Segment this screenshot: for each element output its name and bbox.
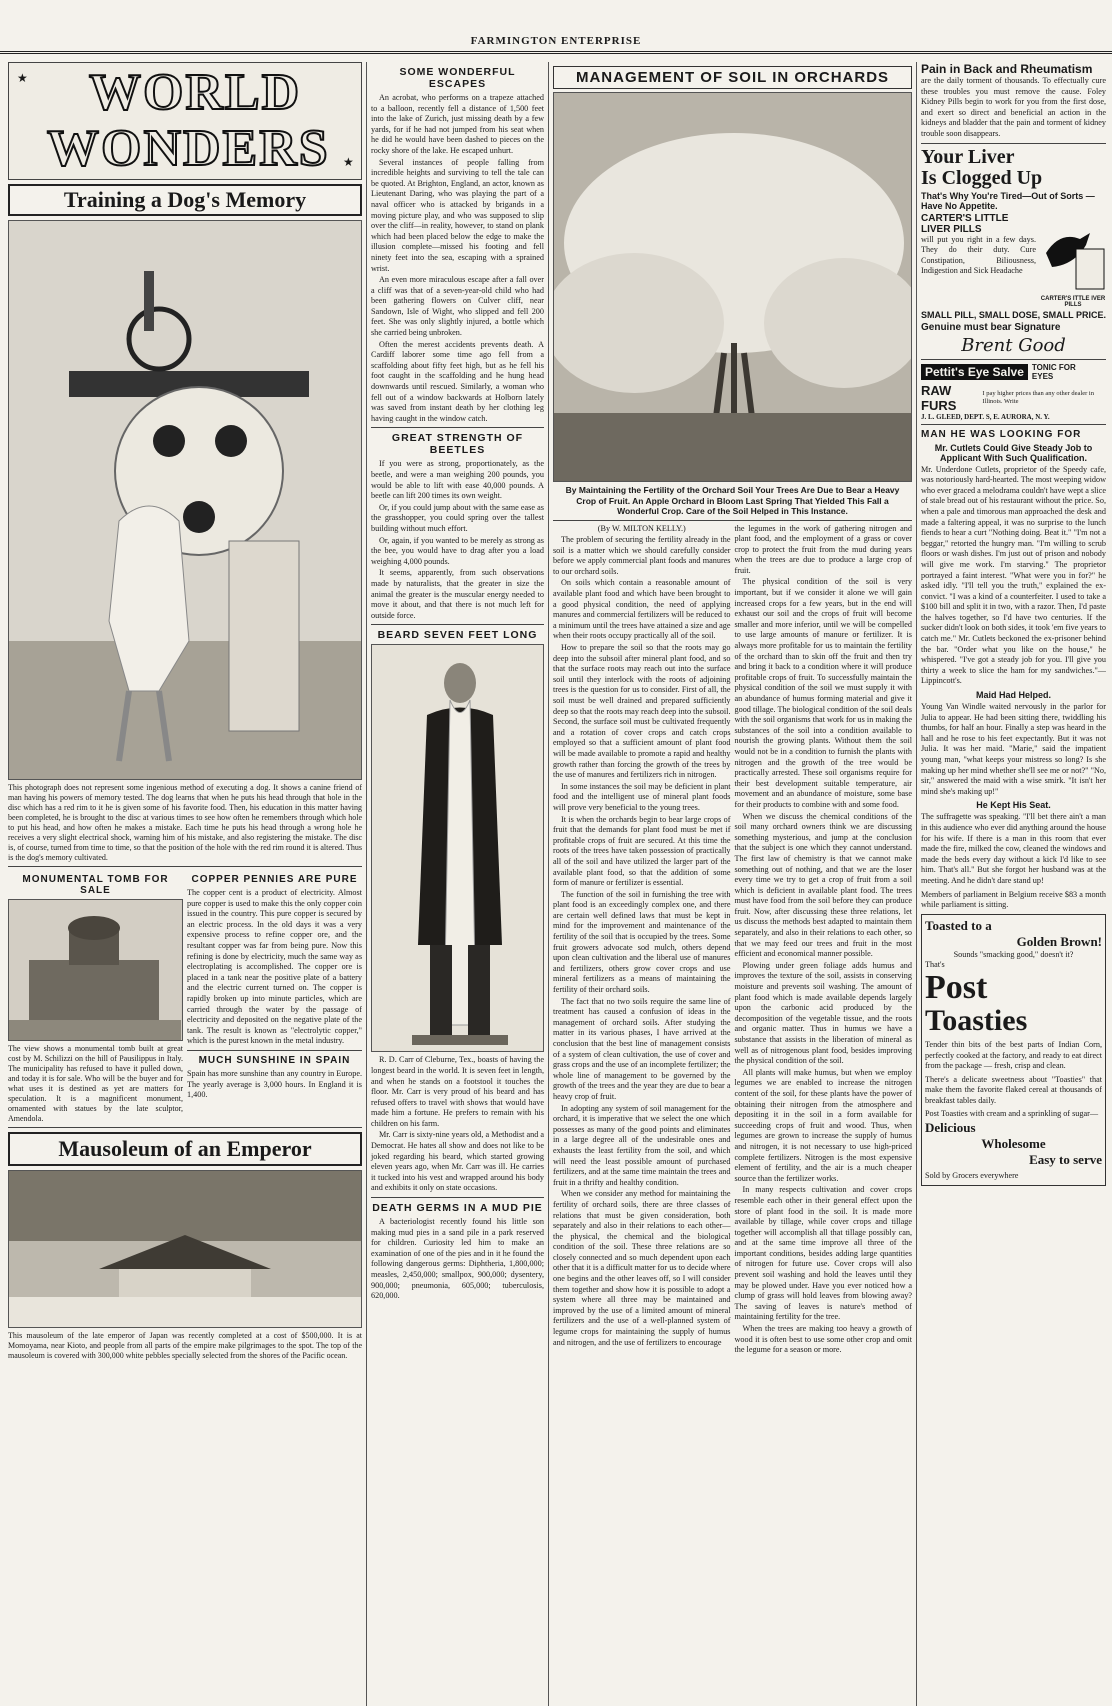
escapes-heading: SOME WONDERFUL ESCAPES: [399, 66, 516, 90]
rawfurs-ad: [921, 383, 1106, 413]
orchard-paragraph: How to prepare the soil so that the roots may go deep into the subsoil after mineral plant food, and so that the surface roots may reach out into the surface soil until they interlock with the roots of adjoining trees is the question for us to consider. First of all, the soil must be well drained and prepared sufficiently deep so that the roots may reach deep into the subsoil. Second, the surface soil must be cultivated frequently and a rotation of cover crops and catch crops employed so that a sufficient amount of plant food will be made available to promote a rapid and healthy growth rather than forcing the growth of the trees by the use of manures and fertilizers rich in nitrogen.: [553, 643, 731, 780]
beetles-paragraph: Or, if you could jump about with the same ease as the grasshopper, you could spring over the tallest building without much effort.: [371, 502, 544, 533]
escapes-paragraph: Several instances of people falling from incredible heights and surviving to tell the tale can be quoted. At Brighton, England, an actor, known as Lieutenant Daring, who was playing the part of a naval officer who is attacked by brigands in a moving picture play, and who was supposed to slip over the cliff—in reality, however, to stand on plank which had been placed below the edge to make the illusion complete—missed his footing and fell ninety feet into the sea, escaping with a sprained wrist.: [371, 157, 544, 273]
orchard-paragraph: When we discuss the chemical conditions of the soil many orchard owners think we are discussing something mysterious, and jump at the conclusion that the subject is one which they cannot understand. The first law of chemistry is that we cannot make something out of nothing, and that we are the loser every time we try to get a crop of fruit from a soil which is deficient in available plant food. The trees must have food from the soil before they can produce fruit. Now, after discussing these three relations, let us discuss the methods best adapted to maintain them separately, and also in their relations to each other, so that we may feed our trees and fruit in the most efficient and economical manner possible.: [734, 811, 912, 959]
copper-article: [187, 870, 362, 1124]
rawfurs-name: RAW FURS: [921, 382, 957, 413]
post-line-7: Post Toasties with cream and a sprinkling of sugar—: [925, 1109, 1099, 1119]
copper-heading: COPPER PENNIES ARE PURE: [191, 874, 358, 885]
masthead-title: FARMINGTON ENTERPRISE: [470, 35, 642, 47]
orchard-text-left: [553, 524, 731, 1357]
post-line-10: Easy to serve: [1029, 1152, 1102, 1168]
post-toasties-ad: [921, 914, 1106, 1186]
tomb-photo: [8, 899, 183, 1041]
tomb-illustration: [9, 900, 181, 1041]
orchard-paragraph: All plants will make humus, but when we employ legumes we are enabled to increase the nitrogen content of the soil, for these plants have the power of obtaining their nitrogen from the atmosphere and depositing it in the soil in a form available for succeeding crops of fruit and wood. Thus, when legumes are grown to increase the supply of humus and nitrogen, it is not necessary to use high-priced complete fertilizers. Nitrogen is the most expensive element of fertility, and the air is a much cheaper source than the fertilizer works.: [734, 1067, 912, 1183]
seat-text: The suffragette was speaking. "I'll bet there ain't a man in this audience who ever did anything around the house for his wife. If there is a man in this room that ever made the fire, milked the cow, cleaned the windows and made the beds every day without a kick I'd like to see him. That's all." But she forgot her husband was at the meeting. And he didn't dare stand up!: [921, 812, 1106, 885]
escapes-paragraph: An even more miraculous escape after a fall over a cliff was that of a seven-year-old child who had been gathering flowers on Culver cliff, near Sandown, Isle of Wight, who slipped and fell 200 feet. She was only slightly injured, a bottle which she carried being unbroken.: [371, 275, 544, 338]
post-line-4: That's: [925, 960, 945, 970]
carters-genuine: Genuine must bear Signature: [921, 321, 1061, 333]
post-line-9: Wholesome: [981, 1136, 1046, 1152]
beard-text: [371, 1055, 544, 1194]
mausoleum-photo: [8, 1170, 362, 1328]
orchard-paragraph: The fact that no two soils require the same line of treatment has caused a confusion of ideas in the management of orchard soils. After studying the matter in its various phases, I have arrived at the conclusion that the best line of management consists of a system of clean cultivation, the use of cover and grass crops and the use of an incomplete fertilizer; the whole line of management to be governed by the growth of the trees and the year they are due to bear a heavy crop of fruit.: [553, 996, 731, 1101]
orchard-paragraph: The function of the soil in furnishing the tree with plant food is an exceedingly complex one, and there are certain well defined laws that must be kept in mind for the improvement and maintenance of the fertility of the soil that is occupied by the trees. Some fruit growers advocate sod mulch, others depend upon clean cultivation and the liberal use of manures and fertilizers, others grow cover crops and use mineral fertilizers as a means of maintaining the fertility of their orchard soils.: [553, 889, 731, 995]
germs-paragraph: A bacteriologist recently found his little son making mud pies in a sand pile in a park reserved for children. Curiosity led him to make an examination of one of the pies and in it he found the following dangerous germs: Diphtheria, 1,800,000; measles, 2,450,000; smallpox, 900,000; dysentery, 900,000; pneumonia, 605,000; tuberculosis, 620,000.: [371, 1217, 544, 1301]
man-subheading: Mr. Cutlets Could Give Steady Job to Applicant With Such Qualification.: [934, 442, 1093, 463]
orchard-caption: By Maintaining the Fertility of the Orchard Soil Your Trees Are Due to Bear a Heavy Crop of Fruit. An Apple Orchard in Bloom Last Spring That Yielded This Fall a Wonderful Crop. Care of the Soil Helped in This Instance.: [565, 485, 900, 516]
carters-text: will put you right in a few days. They do their duty. Cure Constipation, Biliousness, Indigestion and Sick Headache: [921, 234, 1036, 276]
orchard-text-right: [735, 524, 913, 1357]
post-brand-2: Toasties: [925, 1003, 1028, 1037]
post-line-6: There's a delicate sweetness about "Toasties" that make them the favorite flaked cereal at thousands of breakfast tables daily.: [925, 1074, 1102, 1105]
spain-text: Spain has more sunshine than any country in Europe. The yearly average is 3,000 hours. In England it is 1,400.: [187, 1068, 362, 1100]
liver-ad-sub: That's Why You're Tired—Out of Sorts —Have No Appetite.: [921, 190, 1095, 211]
pettit-name: Pettit's Eye Salve: [921, 364, 1028, 380]
byline: (By W. MILTON KELLY.): [597, 523, 686, 533]
orchard-paragraph: Plowing under green foliage adds humus and improves the texture of the soil, assists in conserving moisture and prevents soil washing. The amount of plant food which is made available depends largely upon the carbonic acid produced by the decomposition of the vegetable tissue, and the roots and organic matter. Thus in humus we have a substance that assists in the liberation of mineral as well as of nitrogenous plant food, besides improving the physical condition of the soil.: [734, 960, 912, 1066]
escapes-paragraph: An acrobat, who performs on a trapeze attached to a balloon, recently fell a distance of 1,500 feet into the lake of Zurich, just missing death by a few yards, for if he had not jumped from his seat when he did he would have been dashed to pieces on the rocky shore of the lake. He escaped unhurt.: [371, 93, 544, 155]
column-4: [916, 62, 1106, 1706]
beetles-paragraph: If you were as strong, proportionately, as the beetle, and were a man weighing 200 pounds, you would be able to lift with ease 40,000 pounds. A beetle can lift 200 times its own weight.: [371, 459, 544, 501]
carters-box-label: CARTER'S ITTLE IVER PILLS: [1040, 295, 1106, 308]
column-3: [548, 62, 912, 1706]
orchard-paragraph: In adopting any system of soil management for the orchard, it is imperative that we select the one which possesses as many of the good points and eliminates in a large degree all of the undesirable ones and exhausts the least fertility from the soil, and which will need the least possible amount of purchased fertilizers, and at the same time maintain the trees and fruit in a thrifty and healthy condition.: [553, 1103, 731, 1187]
belgium-text: Members of parliament in Belgium receive $83 a month while parliament is sitting.: [921, 889, 1106, 910]
column-2: [366, 62, 544, 1706]
man-text: Mr. Underdone Cutlets, proprietor of the Speedy cafe, was notoriously hard-hearted. The most weeping widow who ever graced a melodrama couldn't have wept a slice of stale bread out of his restaurant without the price. So, when a pale and timorous man approached the desk and made a faltering appeal, it was no surprise to the lunch fiends to hear a curt "Nothing doing. Beat it." "I'm not a beggar," retorted the hungry man. "I'm willing to scrub floors or wash dishes. I'm just out of prison and nobody will give me work. I'm starving." The proprietor portrayed a faint interest. "What were you in for?" he asked idly. "I'll tell you the truth," explained the ex-convict. "I was a kind of a counterfeiter. I used to take a $100 bill and split it in two, with a razor. Then, I'd paste the halves together, so I'd have two centuries. If the sucker didn't look on both sides, it took 'em five years to catch me." Mr. Cutlets beckoned the ex-prisoner behind the bar. "Order what you like on the house," he whispered. "I've got a steady job for you. I'll give you thirty a week to slice the ham for my sandwiches."—Lippincott's.: [921, 464, 1106, 686]
dog-title: Training a Dog's Memory: [8, 184, 362, 216]
kidney-ad-text: are the daily torment of thousands. To effectually cure these troubles you must remove the cause. Foley Kidney Pills begin to work for you from the first dose, and exert so direct and beneficial an action in the kidneys and bladder that the pain and torment of kidney trouble soon disappears.: [921, 76, 1106, 138]
orchard-paragraph: When the trees are making too heavy a growth of wood it is often best to use some other crop and omit the legume for a season or more.: [734, 1324, 912, 1355]
liver-ad-heading-2: Is Clogged Up: [921, 166, 1043, 189]
orchard-paragraph: The physical condition of the soil is very important, but if we consider it alone we will gain increased crops for a few years, but in the end will exhaust our soil and the crops of fruit will become smaller and more inferior, until we will be compelled to use large amounts of manure or fertilizer. It is always more profitable for us to maintain the fertility of the orchard than to skin off the fruit and then try and bring it back to a condition where it will produce profitable crops of fruit. To successfully maintain the physical condition of the soil we must supply it with an abundance of humus forming material and give it good tillage. The biological condition of the soil deals with the soil organisms that work for us in making the substances of the soil into a condition available to nourish the growing plants. Without them the soil would not be in a condition to furnish the plants with nitrogen and the growth of the tree would be practically arrested. These soil organisms require for their best development suitable temperature, air movement and an abundance of moisture, some base for their products to combine with and some food.: [734, 577, 912, 809]
post-brand-1: Post: [925, 968, 988, 1006]
rawfurs-address: J. L. GLEED, DEPT. S, E. AURORA, N. Y.: [921, 412, 1050, 421]
emperor-title: Mausoleum of an Emperor: [8, 1132, 362, 1166]
orchard-paragraph: In many respects cultivation and cover crops resemble each other in their general effect upon the store of plant food in the soil. It is made more available by tillage, while cover crops and tillage together will accomplish all that tillage possibly can, and at the same time improve all three of the important conditions, besides adding large quantities of nitrogen for future use. Cover crops will also prevent soil washing and hold the leaves until they may be plowed under. Have you ever noticed how a clump of grass will hold leaves from blowing away? The saving of leaves is nature's method of maintaining fertility for the tree.: [734, 1185, 912, 1322]
beard-man-illustration: [372, 645, 544, 1052]
spain-heading: MUCH SUNSHINE IN SPAIN: [198, 1054, 351, 1066]
germs-text: [371, 1217, 544, 1302]
emperor-caption: This mausoleum of the late emperor of Japan was recently completed at a cost of $500,000. It is at Momoyama, near Kioto, and people from all parts of the empire make pilgrimages to the spot. The top of the mausoleum is covered with 300,000 white pebbles specially selected from the shores of the Pacific ocean.: [8, 1331, 362, 1360]
dog-illustration: [9, 221, 361, 780]
dog-caption: This photograph does not represent some ingenious method of executing a dog. It shows a canine friend of man having his powers of memory tested. The dog learns that when he puts his head through that hole in the disc which has a red rim to it he is given some of his favorite food. Then, his education in this matter having been completed, he is brought to the disc at various times to see how often he remembers through which hole to put his head, and how often he makes a mistake. Each time he puts his head through a wrong hole he receives a very slight electrical shock, warning him of his mistake, and also registering the mistake. The disc is, of course, turned from time to time, so that the position of the hole with the red rim round it is altered. Thus is the dog's memory cultivated.: [8, 783, 362, 862]
escapes-text: [371, 93, 544, 424]
pettit-ad: [921, 363, 1106, 381]
post-line-1: Toasted to a: [925, 917, 992, 933]
carters-signature: Brent Good: [961, 334, 1066, 356]
man-heading: MAN HE WAS LOOKING FOR: [921, 428, 1082, 440]
beard-heading: BEARD SEVEN FEET LONG: [377, 629, 538, 642]
banner-word-2: WONDERS: [47, 120, 330, 177]
banner-word-1: WORLD: [89, 64, 302, 121]
pettit-tag: TONIC FOR EYES: [1031, 362, 1076, 381]
escapes-paragraph: Often the merest accidents prevents death. A Cardiff laborer some time ago fell from a scaffolding about fifty feet high, but as he fell his foot caught in the scaffolding and he hung head downwards until rescued. Similarly, a woman who fell out of a window backwards at Holborn lately was saved from instant death by her clothing leg having caught in the window catch.: [371, 339, 544, 423]
post-line-8: Delicious: [925, 1120, 976, 1136]
carters-ad: [921, 213, 1106, 308]
star-icon: ★: [343, 155, 354, 169]
orchard-photo: [553, 92, 912, 482]
beetles-heading: GREAT STRENGTH OF BEETLES: [391, 432, 524, 457]
post-line-11: Sold by Grocers everywhere: [925, 1171, 1019, 1181]
crow-icon: [1040, 213, 1106, 291]
dog-photo: [8, 220, 362, 780]
maid-text: Young Van Windle waited nervously in the parlor for Julia to appear. He had been sitting there, twiddling his thumbs, for half an hour. Finally a step was heard in the hall and he rose to his feet expectantly. But it was not Julia. It was her maid. "Marie," said the impatient young man, "what keeps your mistress so long? Is she making up her mind whether she'll see me or not?" "No, sir," answered the maid with a wise smirk. "It isn't her mind she's making up!": [921, 702, 1106, 796]
copper-text: The copper cent is a product of electricity. Almost pure copper is used to make this the only copper coin issued in the country. This pure copper is secured by an electric process. In the old days it was a very expensive process to refine copper ore, and the resultant copper was far from being pure. Now this refining is done by electricity, much the same way as electroplating is accomplished. The copper ore is placed in a tank near the positive plate of a battery and the electric current turned on. The copper is rapidly broken up into minute particles, which are carried through the water by the passage of electricity and deposited on the negative plate of the tank. The result is known as "electrolytic copper," which is the purest known in the metal industry.: [187, 888, 362, 1046]
beard-paragraph: Mr. Carr is sixty-nine years old, a Methodist and a Democrat. He hates all show and does not like to be joked regarding his beard, which started growing eleven years ago, when Mr. Carr was ill. He carries it tucked into his vest and wrapped around his body and exhibits it only on state occasions.: [371, 1130, 544, 1193]
post-line-5: Tender thin bits of the best parts of Indian Corn, perfectly cooked at the factory, and ready to eat direct from the package — fresh, crisp and clean.: [925, 1039, 1102, 1071]
orchard-paragraph: In some instances the soil may be deficient in plant food and the intelligent use of mineral plant foods will prove very beneficial to the young trees.: [553, 781, 731, 812]
maid-heading: Maid Had Helped.: [975, 690, 1051, 701]
orchard-heading: MANAGEMENT OF SOIL IN ORCHARDS: [553, 66, 912, 89]
star-icon: ★: [17, 71, 28, 85]
masthead: [0, 30, 1112, 54]
column-1: [8, 62, 362, 1706]
tomb-text: The view shows a monumental tomb built at great cost by M. Schilizzi on the hill of Pausilippus in Italy. The municipality has refused to have it pulled down, and today it is for sale. Who will be the buyer and for what uses it is destined as yet are matters for speculation. It is a magnificent monument, ornamented with statues by the late sculptor, Amendola.: [8, 1044, 183, 1123]
world-wonders-banner: [8, 62, 362, 180]
beetles-paragraph: Or, again, if you wanted to be merely as strong as the bee, you would have to drag after you a load weighing 4,000 pounds.: [371, 535, 544, 566]
orchard-paragraph: When we consider any method for maintaining the fertility of orchard soils, there are three classes of relations that must be given consideration, both separately and also in their relations to each other—the physical, the chemical and the biological condition of the soil. These three relations are so closely connected and so much dependent upon each other that it is a difficult matter for us to decide where one begins and the other leaves off, so I will consider them together and show how it is possible to adopt a system where all three may be maintained and improved by the use of a limited amount of mineral fertilizers and the use of a well-planned system of legume crops for maintaining the supply of humus and nitrogen, and the use of fertilizers to encourage: [553, 1189, 731, 1347]
carters-name: CARTER'S LITTLE LIVER PILLS: [921, 212, 1009, 235]
kidney-ad-heading: Pain in Back and Rheumatism: [921, 62, 1093, 76]
beetles-text: [371, 459, 544, 621]
beard-paragraph: R. D. Carr of Cleburne, Tex., boasts of having the longest beard in the world. It is seven feet in length, and when he stands on a footstool it touches the floor. Mr. Carr is very proud of his beard and has refused offers to travel with shows that would have made him a fortune. He prefers to remain with his children on his farm.: [371, 1055, 544, 1128]
orchard-illustration: [554, 93, 912, 482]
orchard-paragraph: It is when the orchards begin to bear large crops of fruit that the demands for plant food must be met if profitable crops of fruit are secured. At this time the roots of the trees have taken possession of practically all of the soil and have utilized the larger part of the available plant food, so that the addition of some form of manure or fertilizer is essential.: [553, 814, 731, 888]
carters-box: [1040, 213, 1106, 308]
germs-heading: DEATH GERMS IN A MUD PIE: [372, 1202, 543, 1215]
carters-small: SMALL PILL, SMALL DOSE, SMALL PRICE.: [921, 309, 1106, 320]
post-line-2: Golden Brown!: [1016, 933, 1102, 949]
seat-heading: He Kept His Seat.: [976, 800, 1051, 811]
beard-photo: [371, 644, 544, 1052]
tomb-article: [8, 870, 183, 1124]
beetles-paragraph: It seems, apparently, from such observations made by naturalists, that the greater in size the animal the greater is the muscular energy needed to move it about, and that there is not much left for outside force.: [371, 568, 544, 620]
post-line-3: Sounds "smacking good," doesn't it?: [953, 949, 1074, 959]
tomb-heading: MONUMENTAL TOMB FOR SALE: [22, 874, 169, 896]
orchard-paragraph: the legumes in the work of gathering nitrogen and plant food, and the employment of a grass or cover crop to protect the fruit from the mud during years when the trees are due to produce a large crop of fruit.: [734, 523, 912, 575]
orchard-paragraph: On soils which contain a reasonable amount of available plant food and which have been brought to a good physical condition, the need of applying manures and commercial fertilizers will be reduced to a minimum until the trees have attained a size and age when their roots occupy practically all of the soil.: [553, 578, 731, 641]
rawfurs-text: I pay higher prices than any other dealer in Illinois. Write: [982, 390, 1094, 405]
orchard-paragraph: The problem of securing the fertility already in the soil is a matter which we should carefully consider before we apply commercial plant foods and manures to our orchard soils.: [553, 535, 731, 576]
liver-ad-heading-1: Your Liver: [921, 145, 1015, 168]
mausoleum-illustration: [9, 1171, 361, 1328]
